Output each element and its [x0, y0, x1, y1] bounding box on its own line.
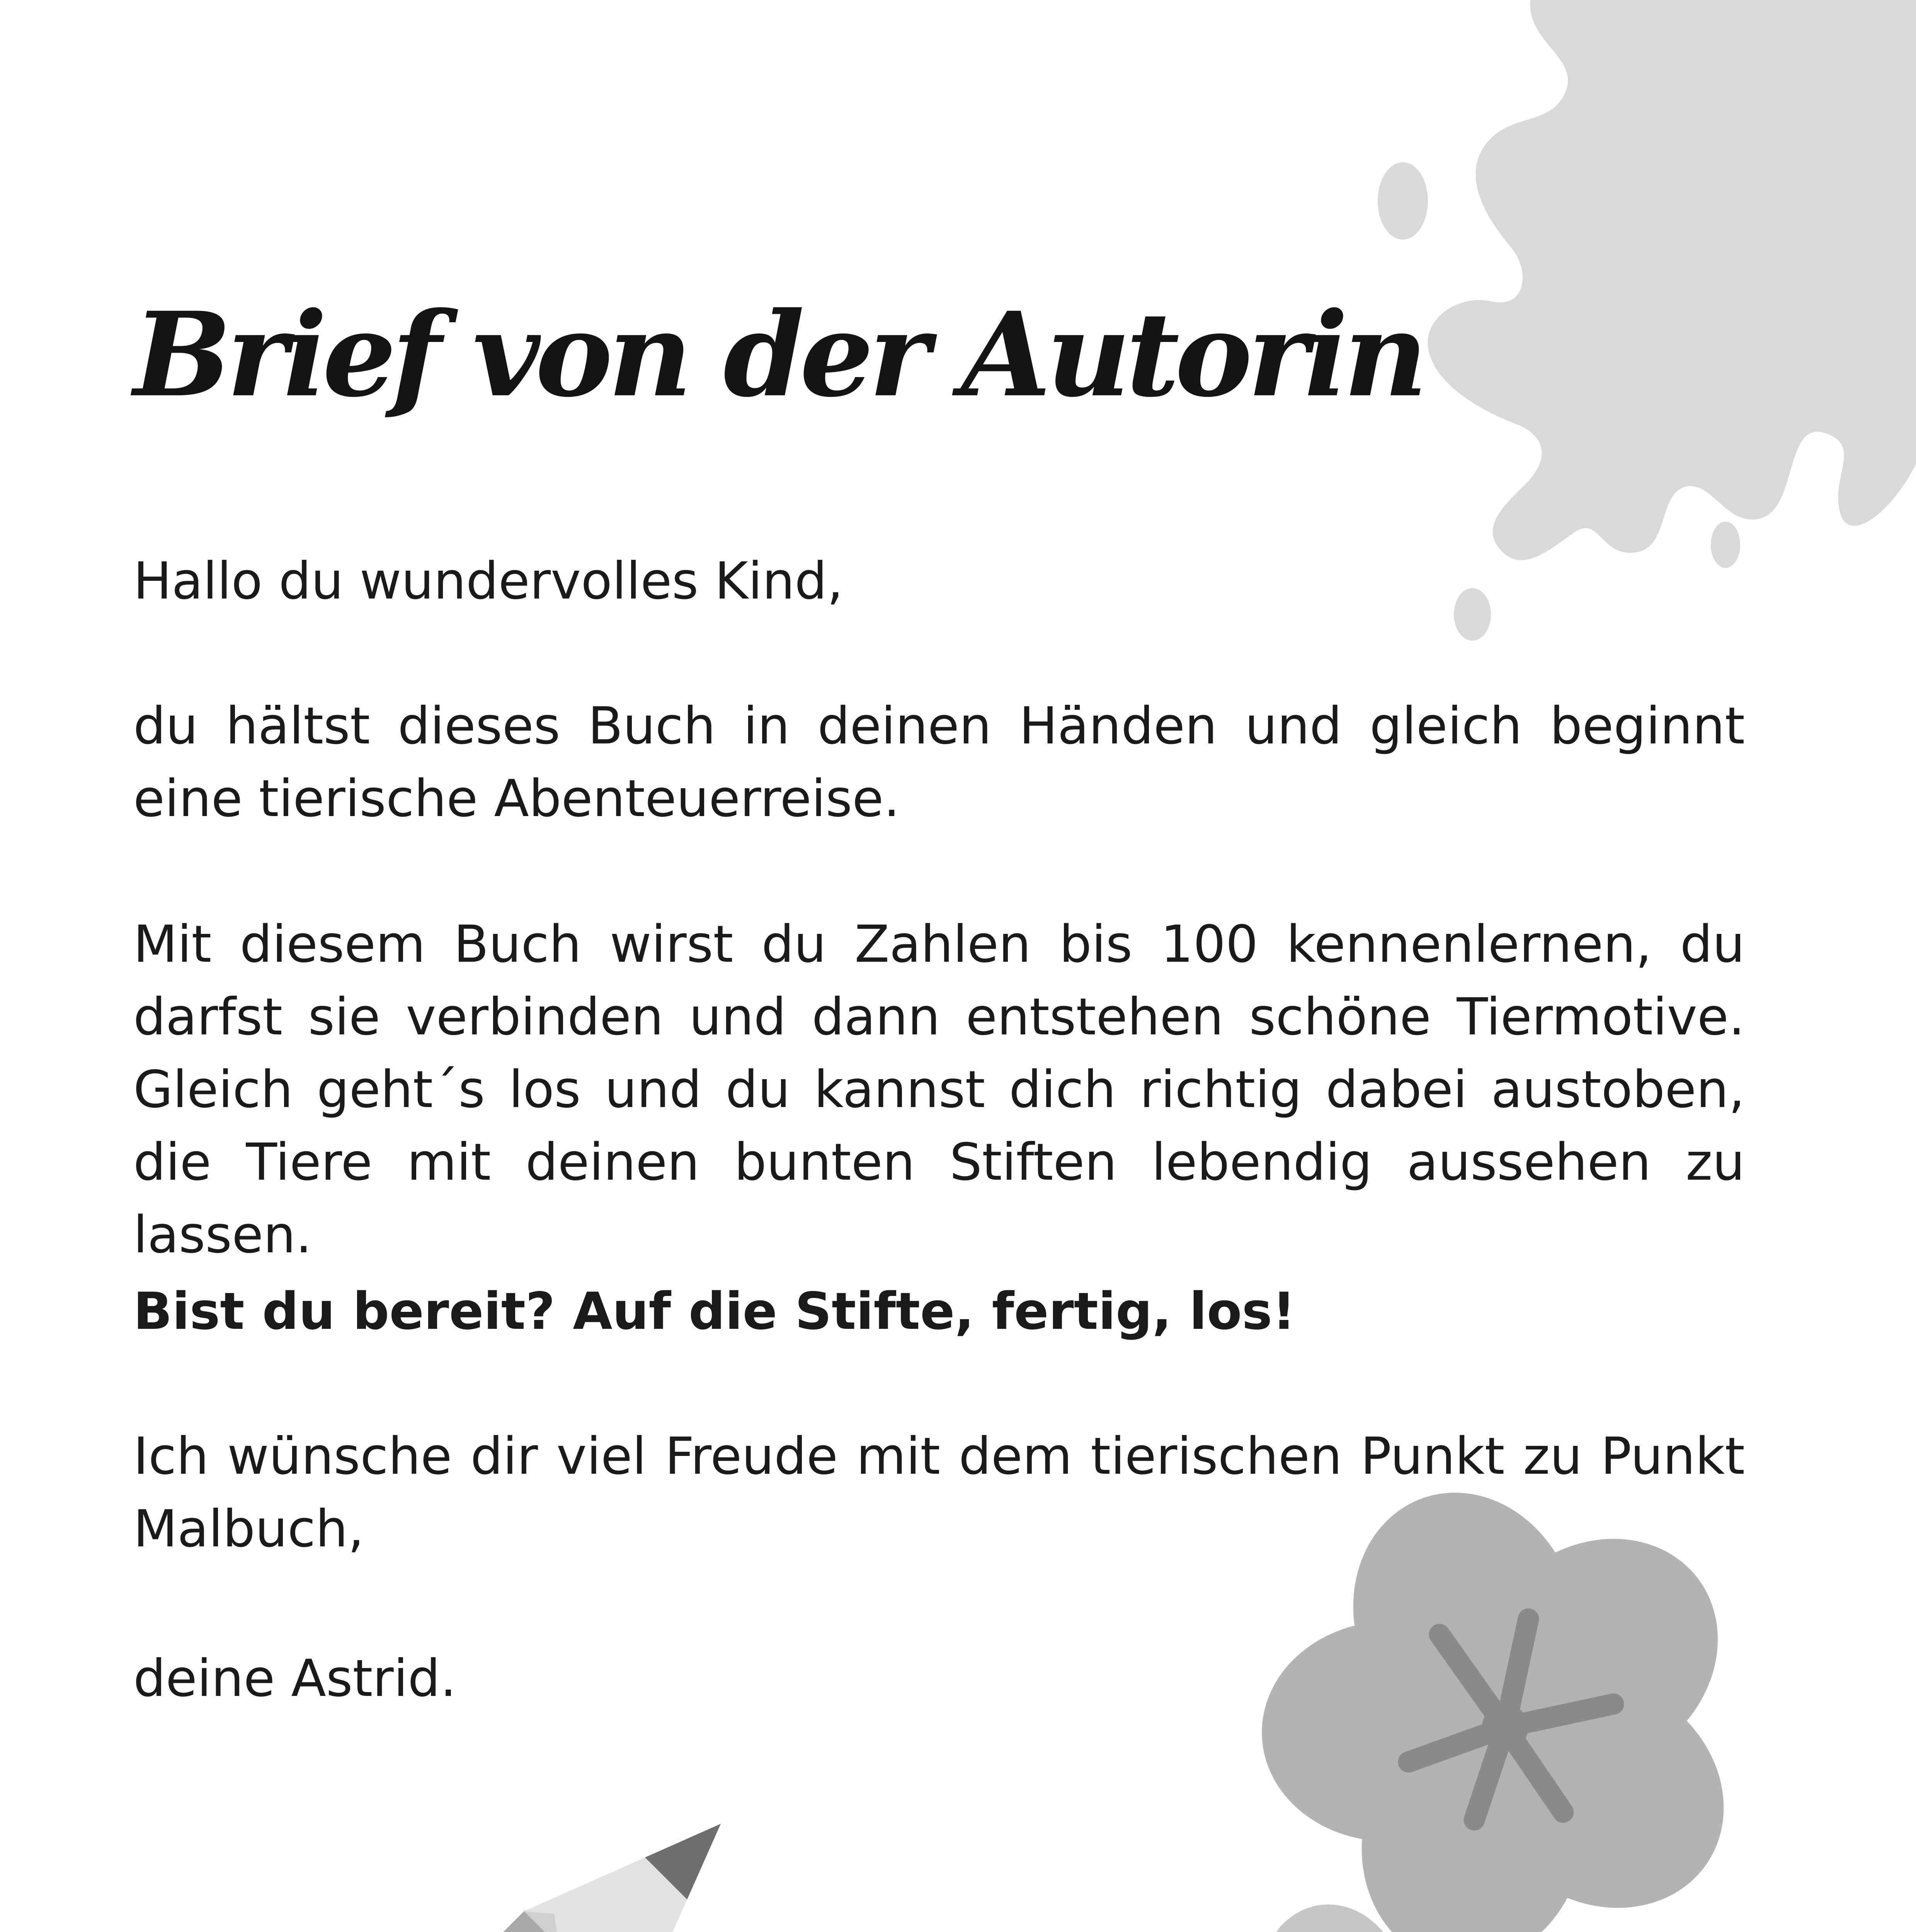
paragraph-description: Mit diesem Buch wirst du Zahlen bis 100 kennenlernen, du darfst sie verbinden und dann entstehen schöne Tiermotive. Gleich geht´s los und du kannst dich richtig dabei austoben, die Tiere mit deinen bunten Stiften lebendig aussehen zu lassen.: [133, 915, 1745, 1265]
letter-title: Brief von der Autorin: [133, 286, 1423, 423]
callout-text: Bist du bereit? Auf die Stifte, fertig, los!: [133, 1282, 1296, 1341]
paragraph-wish: Ich wünsche dir viel Freude mit dem tierischen Punkt zu Punkt Malbuch,: [133, 1427, 1745, 1559]
paragraph-intro: du hältst dieses Buch in deinen Händen und gleich beginnt eine tierische Abenteuerreise.: [133, 696, 1745, 828]
pencil-icon: [0, 1769, 775, 1932]
signature: deine Astrid.: [133, 1649, 457, 1708]
greeting: Hallo du wundervolles Kind,: [133, 551, 843, 611]
